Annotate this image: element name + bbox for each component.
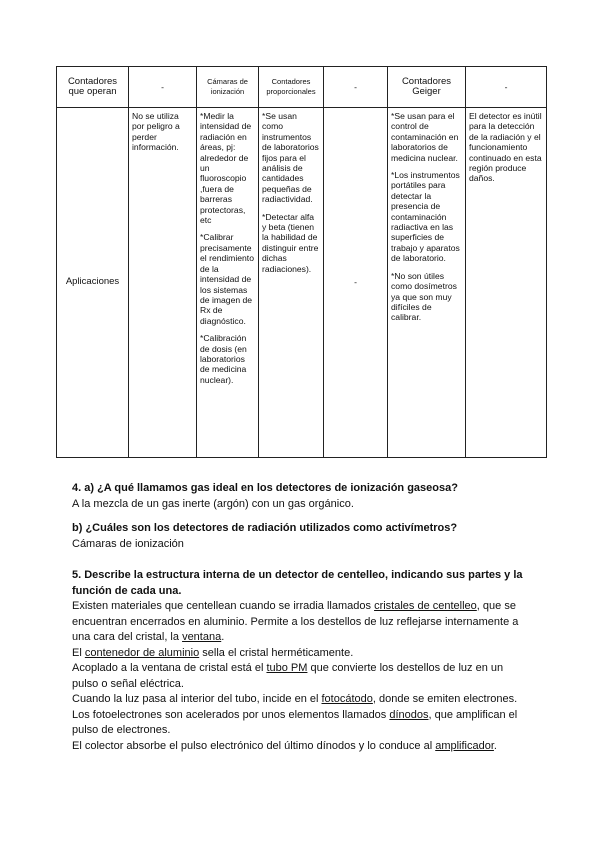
text: Cuando la luz pasa al interior del tubo, incide en el [72,693,322,705]
term-aluminium-container: contenedor de aluminio [84,646,200,659]
header-col3: Contadores proporcionales [259,67,324,108]
answer-5-paragraph [72,708,532,739]
cell-col5-item: *Los instrumentos portátiles para detectar la presencia de contaminación radiactiva en las superficies de trabajo y aparatos de laboratorio. [391,170,460,264]
header-col2: Cámaras de ionización [197,67,259,108]
term-window: ventana [182,631,222,643]
term-dynodes: dínodos [389,708,429,721]
text: , que se encuentran encerrados en aluminio. Permite a los destellos de luz reflejarse internamente a una cara del cristal, la [72,600,519,643]
header-col4: - [324,67,388,108]
answer-5-paragraph [72,599,532,646]
answer-4a: A la mezcla de un gas inerte (argón) con un gas orgánico. [72,497,354,510]
text: que convierte los destellos de luz en un pulso o señal eléctrica. [72,662,504,690]
cell-col4: - [324,108,388,458]
text: El [72,646,85,659]
text: Los fotoelectrones son acelerados por unos elementos llamados [72,708,390,721]
header-col5: Contadores Geiger [388,67,466,108]
term-amplifier: amplificador [435,739,494,752]
text: , donde se emiten electrones. [372,693,518,705]
table-row-applications [57,108,547,458]
text: Existen materiales que centellean cuando se irradia llamados [72,600,375,612]
detectors-table [56,66,547,458]
question-4b: b) ¿Cuáles son los detectores de radiación utilizados como activímetros? [72,522,458,534]
term-scintillation-crystals: cristales de centelleo [374,600,477,612]
answer-5-paragraph [72,692,532,708]
question-4-section [72,481,532,552]
question-5-section [72,568,532,754]
cell-col3-item: *Detectar alfa y beta (tienen la habilidad de distinguir entre dichas radiaciones). [262,211,319,274]
term-pm-tube: tubo PM [266,662,308,674]
header-label: Contadores que operan [57,67,129,108]
row-label: Aplicaciones [57,108,129,458]
cell-col2-item: *Calibración de dosis (en laboratorios de medicina nuclear). [200,333,247,385]
cell-col3-item: *Se usan como instrumentos de laboratorios fijos para el análisis de cantidades pequeñas de radiactividad. [262,111,319,205]
header-col6: - [466,67,547,108]
table-header-row [57,67,547,108]
header-col1: - [129,67,197,108]
cell-col1: No se utiliza por peligro a perder información. [129,108,197,458]
text: Acoplado a la ventana de cristal está el [72,662,267,674]
answer-5-paragraph [72,739,532,755]
text: . [493,739,497,752]
cell-col5 [388,108,466,458]
cell-col6: El detector es inútil para la detección de la radiación y el funcionamiento continuado en esta región produce daños. [466,108,547,458]
text: sella el cristal herméticamente. [199,646,354,659]
cell-col2 [197,108,259,458]
cell-col2-item: *Calibrar precisamente el rendimiento de la intensidad de los sistemas de imagen de Rx de diagnóstico. [200,232,254,326]
text: , que amplifican el pulso de electrones. [72,708,518,736]
question-4a: 4. a) ¿A qué llamamos gas ideal en los detectores de ionización gaseosa? [72,482,458,494]
question-5: 5. Describe la estructura interna de un detector de centelleo, indicando sus partes y la función de cada una. [72,569,523,597]
answer-4b: Cámaras de ionización [72,537,184,550]
cell-col2-item: *Medir la intensidad de radiación en áreas, pj: alrededor de un fluoroscopio ,fuera de barreras protectoras, etc [200,111,252,226]
text: . [221,631,225,643]
text: El colector absorbe el pulso electrónico del último dínodos y lo conduce al [72,739,436,752]
cell-col5-item: *Se usan para el control de contaminación en laboratorios de medicina nuclear. [391,111,459,163]
term-photocathode: fotocátodo [321,693,373,705]
cell-col3 [259,108,324,458]
answer-5-paragraph [72,661,532,692]
cell-col5-item: *No son útiles como dosímetros ya que son muy difíciles de calibrar. [391,270,457,323]
answer-5-paragraph [72,646,532,662]
